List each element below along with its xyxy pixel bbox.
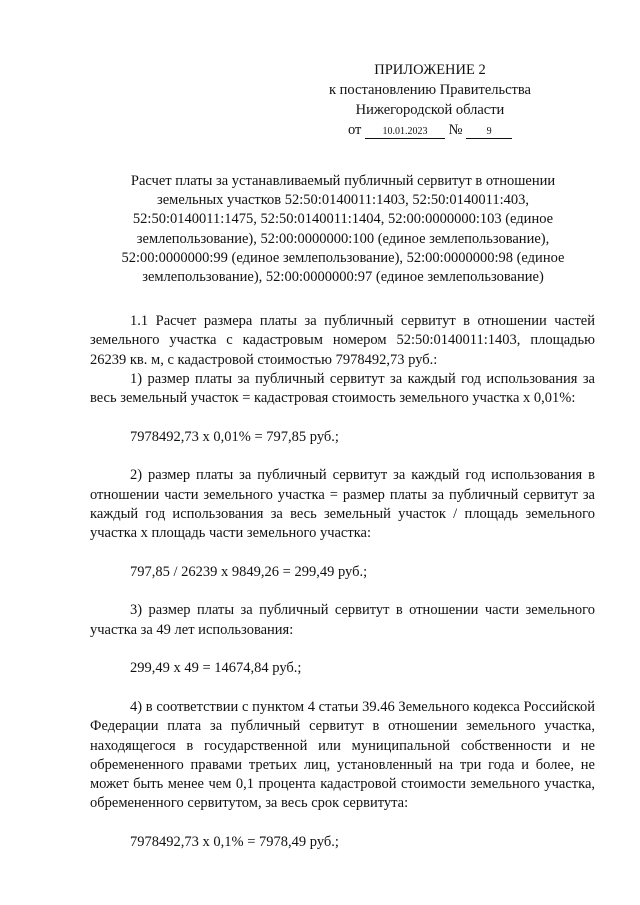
appendix-header — [300, 60, 560, 140]
step-3-formula: 299,49 х 49 = 14674,84 руб.; — [130, 660, 302, 677]
region-name: Нижегородской области — [355, 102, 505, 118]
resolution-reference: к постановлению Правительства — [329, 82, 531, 98]
resolution-date: 10.01.2023 — [365, 125, 445, 139]
from-label: от — [347, 122, 362, 138]
appendix-label: ПРИЛОЖЕНИЕ 2 — [374, 62, 486, 78]
resolution-number: 9 — [466, 125, 512, 139]
step-4-formula: 7978492,73 х 0,1% = 7978,49 руб.; — [130, 834, 339, 851]
step-4-text: 4) в соответствии с пунктом 4 статьи 39.46 Земельного кодекса Российской Федерации плата за публичный сервитут в отношении земельного участка, находящегося в государственной или муниципальной собственности и не обремененного правами третьих лиц, установленный на три года и более, не может быть менее чем 0,1 процента кадастровой стоимости земельного участка, обремененного сервитутом, за весь срок сервитута: — [90, 698, 595, 812]
calculation-body — [90, 312, 595, 852]
step-2-formula: 797,85 / 26239 х 9849,26 = 299,49 руб.; — [130, 563, 368, 580]
step-1-formula: 7978492,73 х 0,01% = 797,85 руб.; — [130, 428, 339, 445]
step-2-text: 2) размер платы за публичный сервитут за каждый год использования в отношении части земельного участка = размер платы за публичный сервитут за каждый год использования за весь земельный участок / площадь земельного участка х площадь части земельного участка: — [90, 467, 595, 542]
section-intro: 1.1 Расчет размера платы за публичный сервитут в отношении частей земельного участка с кадастровым номером 52:50:0140011:1403, площадью 26239 кв. м, с кадастровой стоимостью 7978492,73 руб.: — [90, 313, 595, 368]
number-label: № — [448, 122, 463, 138]
date-number-line — [300, 120, 560, 140]
step-1-text: 1) размер платы за публичный сервитут за каждый год использования за весь земельный участок = кадастровая стоимость земельного участка х 0,01%: — [90, 370, 595, 407]
step-3-text: 3) размер платы за публичный сервитут в отношении части земельного участка за 49 лет использования: — [90, 602, 595, 638]
document-title: Расчет платы за устанавливаемый публичный сервитут в отношении земельных участков 52:50:0140011:1403, 52:50:0140011:403, 52:50:0140011:1475, 52:50:0140011:1404, 52:00:0000000:103 (единое землепользование), 52:00:0000000:100 (единое землепользование), 52:00:0000000:99 (единое землепользование), 52:00:0000000:98 (единое землепользование), 52:00:0000000:97 (единое землепользование) — [121, 173, 565, 286]
